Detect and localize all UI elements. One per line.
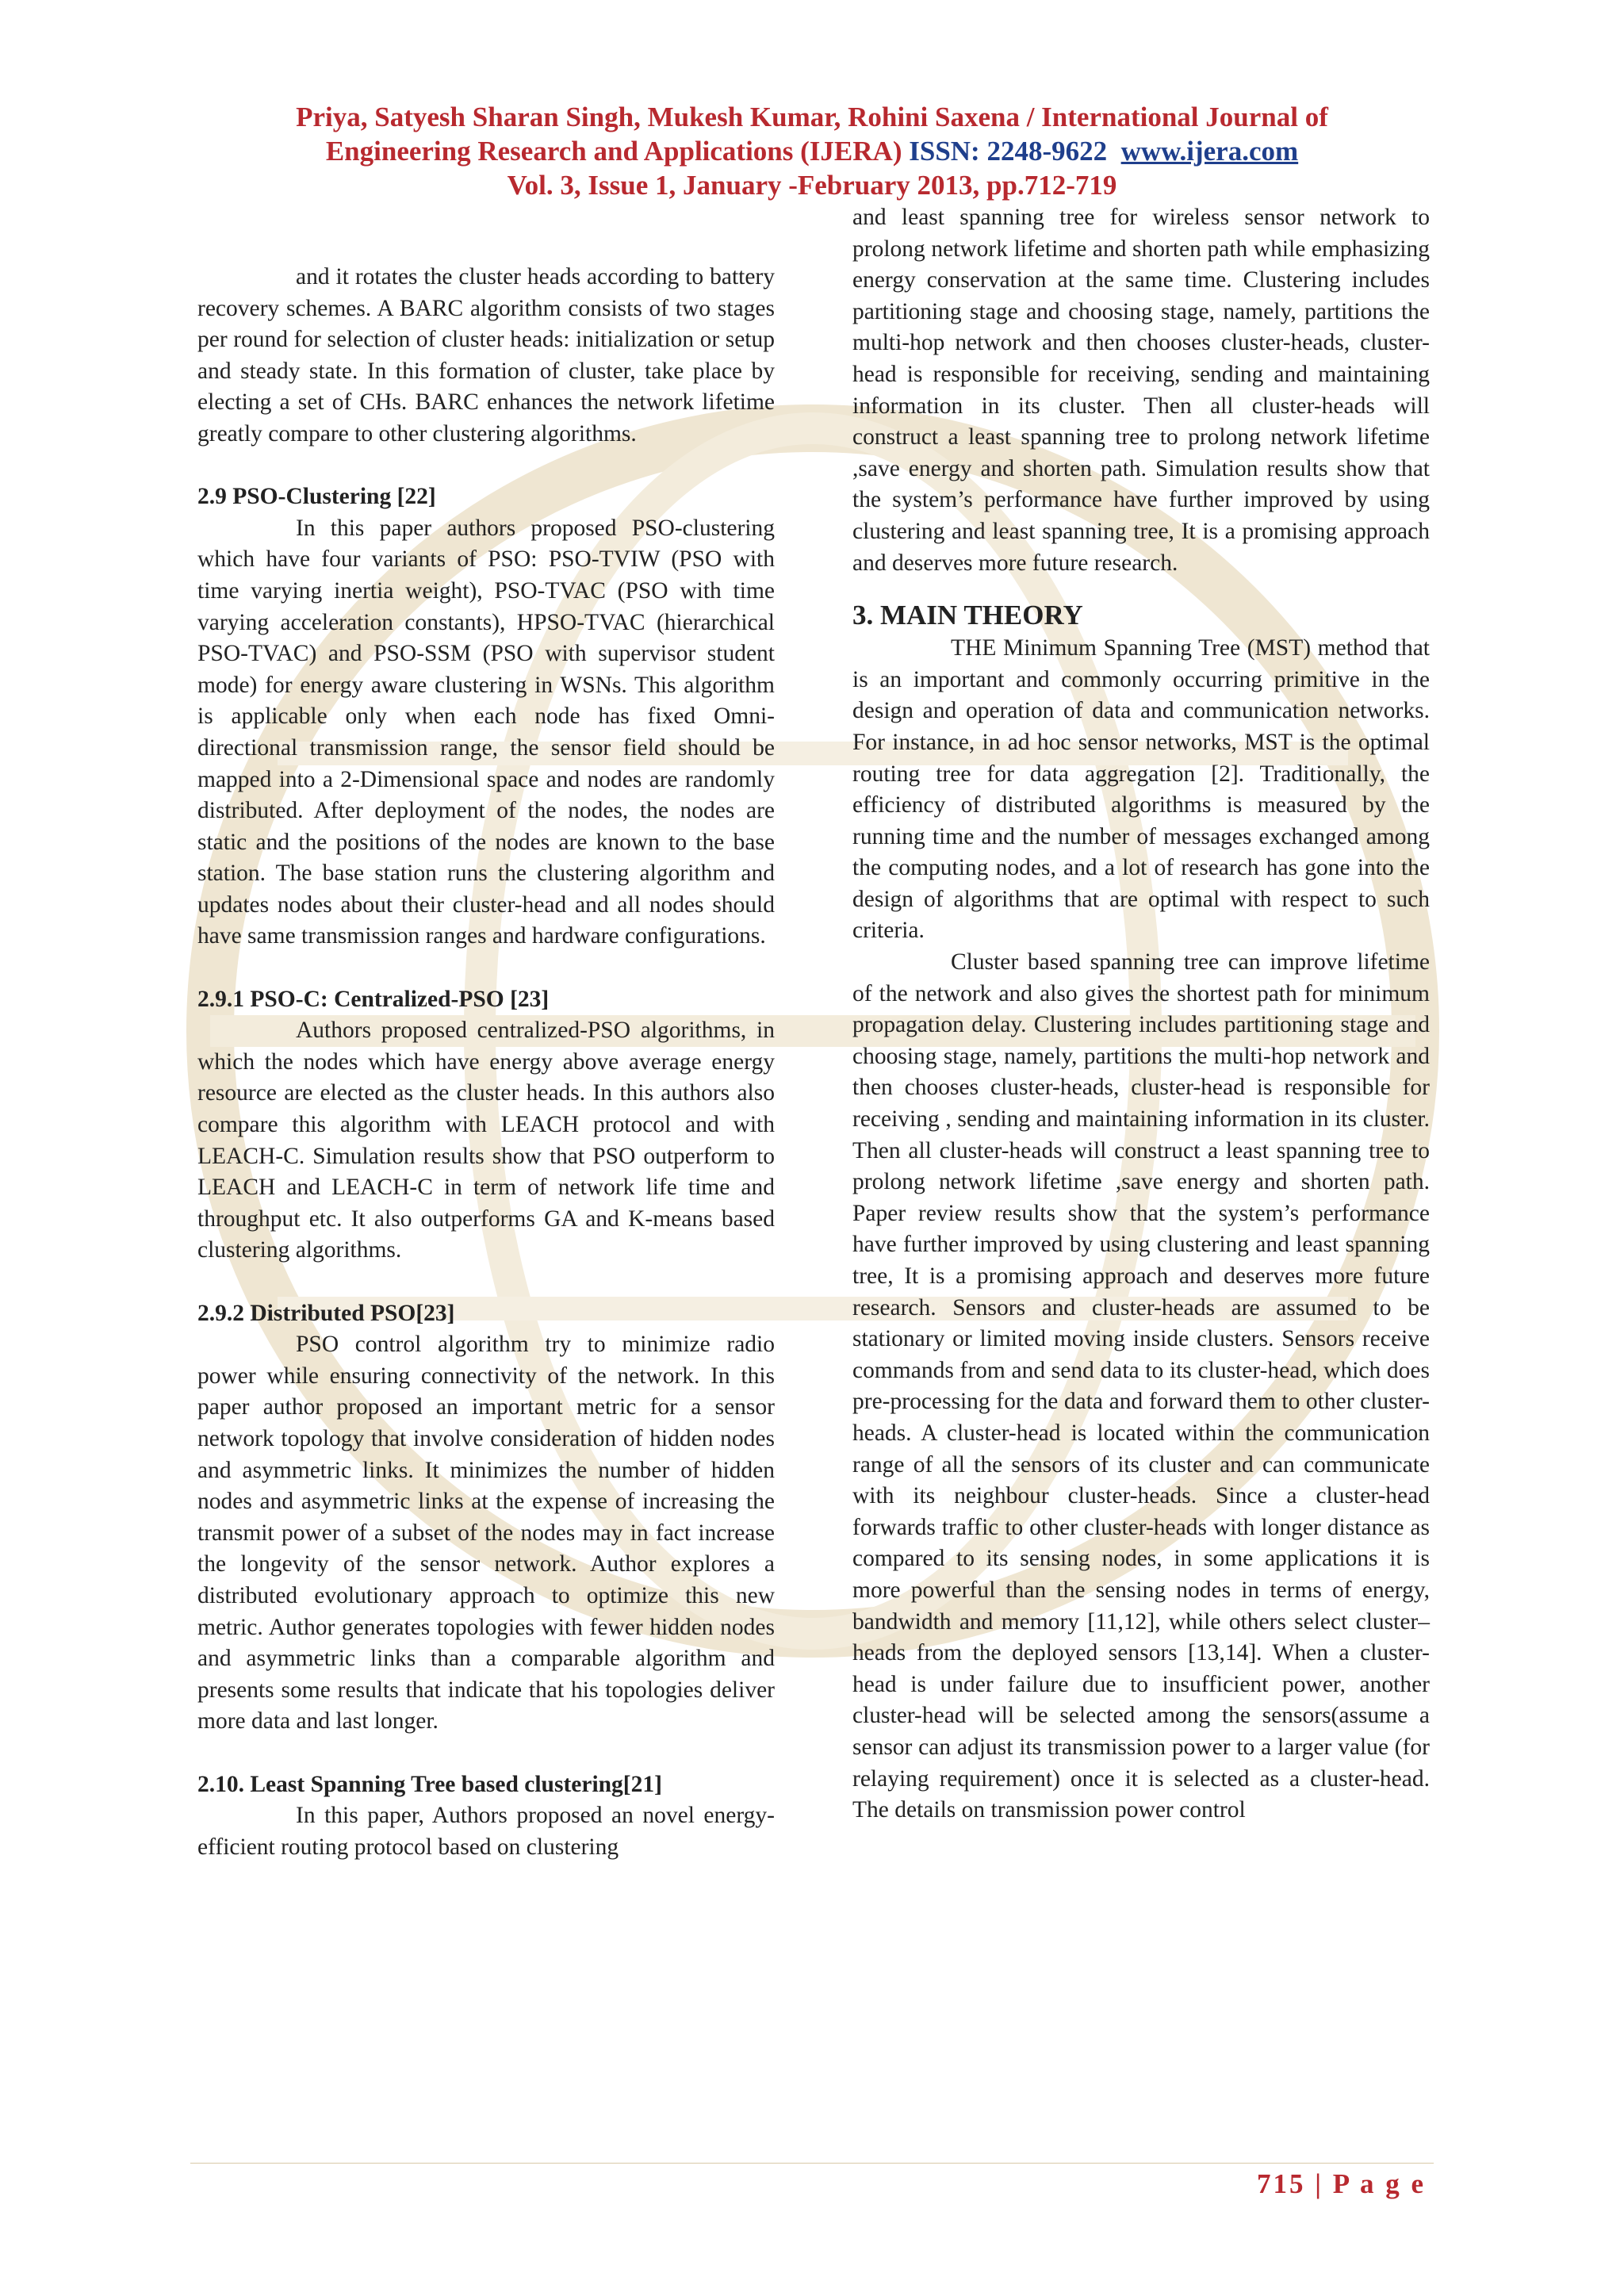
section-heading-3: 3. MAIN THEORY [852,600,1083,631]
running-header [0,100,1624,202]
header-url-link[interactable]: www.ijera.com [1120,136,1299,167]
paragraph-main-theory-cluster: Cluster based spanning tree can improve lifetime of the network and also gives the shortest path for minimum propagation delay. Clustering includes partitioning stage and choosing stage, namely, partitions the multi-hop network and then chooses cluster-heads, cluster-head is responsible for receiving , sending and maintaining information in its cluster. Then all cluster-heads will construct a least spanning tree to prolong network lifetime ,save energy and shorten path. Paper review results show that the system’s performance have further improved by using clustering and least spanning tree, It is a promising approach and deserves more future research. Sensors and cluster-heads are assumed to be stationary or limited moving inside clusters. Sensors receive commands from and send data to its cluster-head, which does pre-processing for the data and forward them to other cluster-heads. A cluster-head is located within the communication range of all the sensors of its cluster and can communicate with its neighbour cluster-heads. Since a cluster-head forwards traffic to other cluster-heads with longer distance as compared to its sensing nodes, in some applications it is more powerful than the sensing nodes in terms of energy, bandwidth and memory [11,12], while others select cluster–heads from the deployed sensors [13,14]. When a cluster-head is under failure due to insufficient power, another cluster-head will be selected among the sensors(assume a sensor can adjust its transmission power to a larger value (for relaying requirement) once it is selected as a cluster-head. The details on transmission power control [852,949,1430,1823]
left-column [197,262,775,1863]
right-column [852,202,1430,1826]
paragraph-least-spanning-tree-cont: and least spanning tree for wireless sensor network to prolong network lifetime and shorten path while emphasizing energy conservation at the same time. Clustering includes partitioning stage and choosing stage, namely, partitions the multi-hop network and then chooses cluster-heads, cluster-head is responsible for receiving, sending and maintaining information in its cluster. Then all cluster-heads will construct a least spanning tree to prolong network lifetime ,save energy and shorten path. Simulation results show that the system’s performance have further improved by using clustering and least spanning tree, It is a promising approach and deserves more future research. [852,205,1430,576]
section-heading-2-9-1: 2.9.1 PSO-C: Centralized-PSO [23] [197,986,550,1012]
paragraph-least-spanning-tree: In this paper, Authors proposed an novel energy-efficient routing protocol based on clustering [197,1803,775,1860]
header-authors: Priya, Satyesh Sharan Singh, Mukesh Kumar, Rohini Saxena / International Journal of [296,102,1328,132]
header-journal-name: Engineering Research and Applications (IJERA) [325,136,902,167]
section-heading-2-9-2: 2.9.2 Distributed PSO[23] [197,1300,455,1326]
page-number: 715 | P a g e [1257,2168,1426,2199]
paragraph-pso-clustering: In this paper authors proposed PSO-clustering which have four variants of PSO: PSO-TVIW (PSO with time varying inertia weight), PSO-TVAC (PSO with time varying acceleration constants), HPSO-TVAC (hierarchical PSO-TVAC) and PSO-SSM (PSO with supervisor student mode) for energy aware clustering in WSNs. This algorithm is applicable only when each node has fixed Omni-directional transmission range, the sensor field should be mapped into a 2-Dimensional space and nodes are randomly distributed. After deployment of the nodes, the nodes are static and the positions of the nodes are known to the base station. The base station runs the clustering algorithm and updates nodes about their cluster-head and all nodes should have same transmission ranges and hardware configurations. [197,515,775,949]
paragraph-barc: and it rotates the cluster heads according to battery recovery schemes. A BARC algorithm consists of two stages per round for selection of cluster heads: initialization or setup and steady state. In this formation of cluster, take place by electing a set of CHs. BARC enhances the network lifetime greatly compare to other clustering algorithms. [197,264,775,447]
section-heading-2-10: 2.10. Least Spanning Tree based clustering[21] [197,1771,662,1797]
paragraph-pso-centralized: Authors proposed centralized-PSO algorithms, in which the nodes which have energy above average energy resource are elected as the cluster heads. In this authors also compare this algorithm with LEACH protocol and with LEACH-C. Simulation results show that PSO outperform to LEACH and LEACH-C in term of network life time and throughput etc. It also outperforms GA and K-means based clustering algorithms. [197,1018,775,1263]
footer-divider [190,2163,1434,2164]
header-volume: Vol. 3, Issue 1, January -February 2013, pp.712-719 [507,170,1117,201]
header-journal [0,134,1624,168]
paragraph-main-theory-mst: THE Minimum Spanning Tree (MST) method that is an important and commonly occurring primitive in the design and operation of data and communication networks. For instance, in ad hoc sensor networks, MST is the optimal routing tree for data aggregation [2]. Traditionally, the efficiency of distributed algorithms is measured by the running time and the number of messages exchanged among the computing nodes, and a lot of research has gone into the design of algorithms that are optimal with respect to such criteria. [852,635,1430,944]
paragraph-pso-distributed: PSO control algorithm try to minimize radio power while ensuring connectivity of the network. In this paper author proposed an important metric for a sensor network topology that involve consideration of hidden nodes and asymmetric links. It minimizes the number of hidden nodes and asymmetric links at the expense of increasing the transmit power of a subset of the nodes may in fact increase the longevity of the sensor network. Author explores a distributed evolutionary approach to optimize this new metric. Author generates topologies with fewer hidden nodes and asymmetric links than a comparable algorithm and presents some results that indicate that his topologies deliver more data and last longer. [197,1332,775,1734]
header-issn: ISSN: 2248-9622 [909,136,1108,167]
section-heading-2-9: 2.9 PSO-Clustering [22] [197,484,436,510]
